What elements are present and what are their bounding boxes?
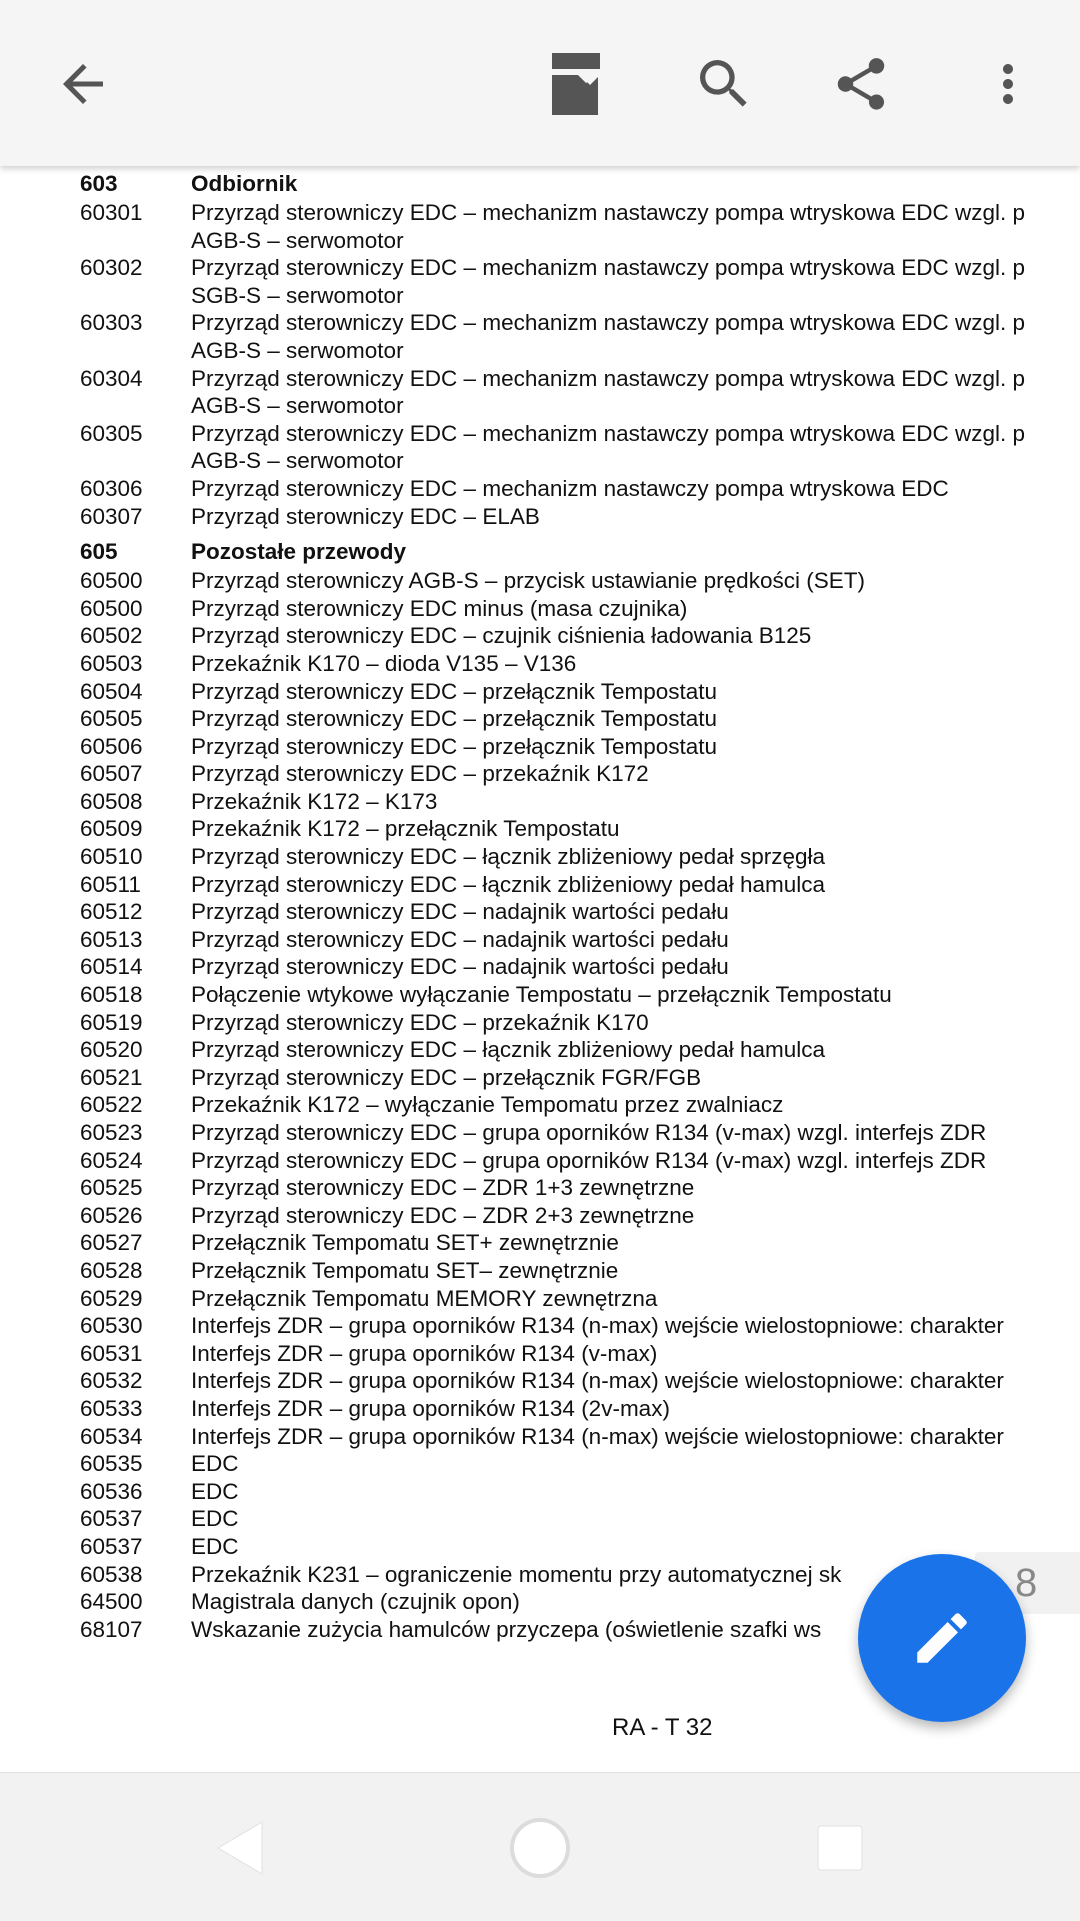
list-item [0,953,1080,981]
item-code: 60536 [80,1478,143,1504]
list-item [0,1119,1080,1147]
section-title: Pozostałe przewody [191,539,407,565]
nav-back-icon [212,1818,268,1878]
item-description: Przyrząd sterowniczy EDC – mechanizm nastawczy pompa wtryskowa EDC wzgl. p [191,200,1026,225]
more-options-button[interactable] [967,43,1049,125]
item-code: 60521 [80,1064,143,1090]
outline-button[interactable] [535,43,617,125]
item-description: Przekaźnik K231 – ograniczenie momentu przy automatycznej sk [191,1561,842,1587]
list-item [0,595,1080,623]
document-outline-icon [550,51,602,117]
list-item [0,733,1080,761]
more-vert-icon [978,54,1038,114]
item-description: Interfejs ZDR – grupa oporników R134 (2v-max) [191,1395,670,1421]
item-code: 60522 [80,1092,143,1118]
list-item [0,475,1080,503]
list-item [0,1147,1080,1175]
list-item [0,1367,1080,1395]
list-item [0,254,1080,282]
item-description-continued: AGB-S – serwomotor [191,227,404,253]
item-code: 60534 [80,1423,143,1449]
list-item [0,1036,1080,1064]
list-item [0,199,1080,227]
nav-back-button[interactable] [195,1803,285,1893]
list-item-continuation [0,392,1080,420]
item-code: 60527 [80,1230,143,1256]
item-code: 60505 [80,706,143,732]
item-code: 60525 [80,1175,143,1201]
list-item [0,1091,1080,1119]
item-description: EDC [191,1451,239,1477]
item-code: 64500 [80,1589,143,1615]
share-icon [830,53,892,115]
document-page[interactable] [0,166,1080,1770]
list-item [0,1174,1080,1202]
item-description-continued: AGB-S – serwomotor [191,337,404,363]
item-code: 60506 [80,733,143,759]
item-description: Połączenie wtykowe wyłączanie Tempostatu – przełącznik Tempostatu [191,982,892,1008]
item-code: 60500 [80,568,143,594]
item-code: 60532 [80,1368,143,1394]
item-description: Przyrząd sterowniczy EDC – mechanizm nastawczy pompa wtryskowa EDC [191,475,949,501]
item-code: 60502 [80,623,143,649]
item-code: 60305 [80,420,143,446]
item-code: 60537 [80,1533,143,1559]
item-description-continued: SGB-S – serwomotor [191,282,404,308]
list-item [0,815,1080,843]
item-description: Przyrząd sterowniczy EDC – mechanizm nastawczy pompa wtryskowa EDC wzgl. p [191,420,1026,446]
item-description: Magistrala danych (czujnik opon) [191,1589,520,1615]
list-item [0,365,1080,393]
item-code: 60304 [80,365,143,391]
item-description: Przełącznik Tempomatu SET– zewnętrznie [191,1257,619,1283]
section-header [0,168,1080,199]
item-code: 60511 [80,871,141,897]
list-item-continuation [0,447,1080,475]
item-code: 60538 [80,1561,143,1587]
list-item [0,1202,1080,1230]
parts-list [0,168,1080,1643]
item-description: Przyrząd sterowniczy EDC – przełącznik FGR/FGB [191,1064,702,1090]
nav-recents-icon [816,1824,864,1872]
list-item [0,1450,1080,1478]
item-description: Przełącznik Tempomatu SET+ zewnętrznie [191,1230,619,1256]
section-title: Odbiornik [191,171,298,196]
item-code: 60513 [80,926,143,952]
item-code: 60523 [80,1120,143,1145]
list-item [0,898,1080,926]
item-code: 60509 [80,816,143,842]
nav-home-button[interactable] [495,1803,585,1893]
item-description: Przyrząd sterowniczy EDC – łącznik zbliżeniowy pedał hamulca [191,1037,825,1063]
item-description: Przyrząd sterowniczy EDC – ZDR 2+3 zewnętrzne [191,1202,695,1228]
list-item [0,309,1080,337]
item-description: Przyrząd sterowniczy EDC – czujnik ciśnienia ładowania B125 [191,623,812,649]
item-description: EDC [191,1533,239,1559]
item-description: Przyrząd sterowniczy EDC – mechanizm nastawczy pompa wtryskowa EDC wzgl. p [191,365,1026,391]
item-code: 60537 [80,1506,143,1532]
item-code: 60530 [80,1313,143,1339]
section-code: 605 [80,539,118,565]
item-description: Przekaźnik K172 – przełącznik Tempostatu [191,816,620,842]
list-item [0,1257,1080,1285]
list-item [0,650,1080,678]
item-code: 60528 [80,1257,143,1283]
share-button[interactable] [820,43,902,125]
item-description: Przyrząd sterowniczy EDC – przełącznik Tempostatu [191,678,718,704]
item-description: Przyrząd sterowniczy EDC – ZDR 1+3 zewnętrzne [191,1175,695,1201]
item-code: 60533 [80,1395,143,1421]
item-code: 60514 [80,954,143,980]
list-item [0,678,1080,706]
edit-pencil-icon [909,1605,975,1671]
list-item [0,1312,1080,1340]
item-code: 60306 [80,475,143,501]
item-description: Przyrząd sterowniczy EDC – grupa oporników R134 (v-max) wzgl. interfejs ZDR [191,1147,987,1173]
list-item [0,567,1080,595]
app-toolbar [0,0,1080,166]
list-item [0,420,1080,448]
section-header [0,536,1080,567]
edit-fab-button[interactable] [858,1554,1026,1722]
list-item [0,843,1080,871]
item-description: Przyrząd sterowniczy EDC – przekaźnik K172 [191,761,649,787]
item-description: Wskazanie zużycia hamulców przyczepa (oświetlenie szafki ws [191,1616,822,1642]
item-code: 60531 [80,1340,143,1366]
list-item-continuation [0,227,1080,255]
list-item [0,1229,1080,1257]
list-item-continuation [0,337,1080,365]
item-description: Przełącznik Tempomatu MEMORY zewnętrzna [191,1285,658,1311]
system-nav-bar [0,1772,1080,1921]
list-item [0,1064,1080,1092]
item-description: Przyrząd sterowniczy EDC – łącznik zbliżeniowy pedał sprzęgła [191,844,825,870]
item-description: Przyrząd sterowniczy EDC – nadajnik wartości pedału [191,926,729,952]
item-code: 60520 [80,1037,143,1063]
nav-home-icon [507,1815,573,1881]
list-item [0,1505,1080,1533]
list-item [0,1423,1080,1451]
back-button[interactable] [42,43,124,125]
item-description: Przyrząd sterowniczy EDC – nadajnik wartości pedału [191,899,729,925]
list-item-continuation [0,282,1080,310]
search-icon [692,52,756,116]
list-item [0,622,1080,650]
item-description-continued: AGB-S – serwomotor [191,448,404,474]
item-code: 68107 [80,1616,143,1642]
list-item [0,1340,1080,1368]
list-item [0,1478,1080,1506]
item-code: 60500 [80,595,143,621]
item-description: Przyrząd sterowniczy EDC – mechanizm nastawczy pompa wtryskowa EDC wzgl. p [191,310,1026,336]
item-description: Przyrząd sterowniczy EDC – przełącznik Tempostatu [191,706,718,732]
item-code: 60301 [80,200,143,225]
item-code: 60526 [80,1202,143,1228]
item-code: 60518 [80,982,143,1008]
item-description: EDC [191,1478,239,1504]
list-item [0,1285,1080,1313]
nav-recents-button[interactable] [795,1803,885,1893]
section-code: 603 [80,171,118,196]
item-code: 60504 [80,678,143,704]
list-item [0,1395,1080,1423]
item-code: 60512 [80,899,143,925]
item-description: Przyrząd sterowniczy EDC – grupa oporników R134 (v-max) wzgl. interfejs ZDR [191,1120,987,1145]
item-description: Przyrząd sterowniczy EDC minus (masa czujnika) [191,595,688,621]
item-description: Przekaźnik K170 – dioda V135 – V136 [191,650,577,676]
item-code: 60508 [80,788,143,814]
item-description: Przyrząd sterowniczy EDC – mechanizm nastawczy pompa wtryskowa EDC wzgl. p [191,255,1026,281]
item-code: 60503 [80,650,143,676]
search-button[interactable] [683,43,765,125]
item-description-continued: AGB-S – serwomotor [191,393,404,419]
list-item [0,503,1080,531]
page-indicator: 8 [975,1552,1080,1614]
item-code: 60535 [80,1451,143,1477]
item-description: Przyrząd sterowniczy EDC – łącznik zbliżeniowy pedał hamulca [191,871,825,897]
item-code: 60302 [80,255,143,281]
item-code: 60510 [80,844,143,870]
item-code: 60307 [80,503,143,529]
item-description: Interfejs ZDR – grupa oporników R134 (n-max) wejście wielostopniowe: charakter [191,1313,1004,1339]
item-code: 60507 [80,761,143,787]
item-description: Przyrząd sterowniczy EDC – przekaźnik K170 [191,1009,649,1035]
back-arrow-icon [53,54,113,114]
item-description: Przyrząd sterowniczy EDC – nadajnik wartości pedału [191,954,729,980]
page-footer: RA - T 32 [612,1714,713,1741]
list-item [0,981,1080,1009]
item-description: Przyrząd sterowniczy AGB-S – przycisk ustawianie prędkości (SET) [191,568,865,594]
item-description: Interfejs ZDR – grupa oporników R134 (n-max) wejście wielostopniowe: charakter [191,1423,1004,1449]
item-description: Przyrząd sterowniczy EDC – ELAB [191,503,540,529]
list-item [0,926,1080,954]
item-code: 60529 [80,1285,143,1311]
list-item [0,788,1080,816]
list-item [0,1009,1080,1037]
list-item [0,760,1080,788]
list-item [0,871,1080,899]
item-code: 60519 [80,1009,143,1035]
list-item [0,705,1080,733]
item-description: Przekaźnik K172 – wyłączanie Tempomatu przez zwalniacz [191,1092,784,1118]
item-description: Interfejs ZDR – grupa oporników R134 (v-max) [191,1340,658,1366]
item-description: Przyrząd sterowniczy EDC – przełącznik Tempostatu [191,733,718,759]
item-description: EDC [191,1506,239,1532]
item-code: 60303 [80,310,143,336]
item-description: Interfejs ZDR – grupa oporników R134 (n-max) wejście wielostopniowe: charakter [191,1368,1004,1394]
item-code: 60524 [80,1147,143,1173]
item-description: Przekaźnik K172 – K173 [191,788,438,814]
